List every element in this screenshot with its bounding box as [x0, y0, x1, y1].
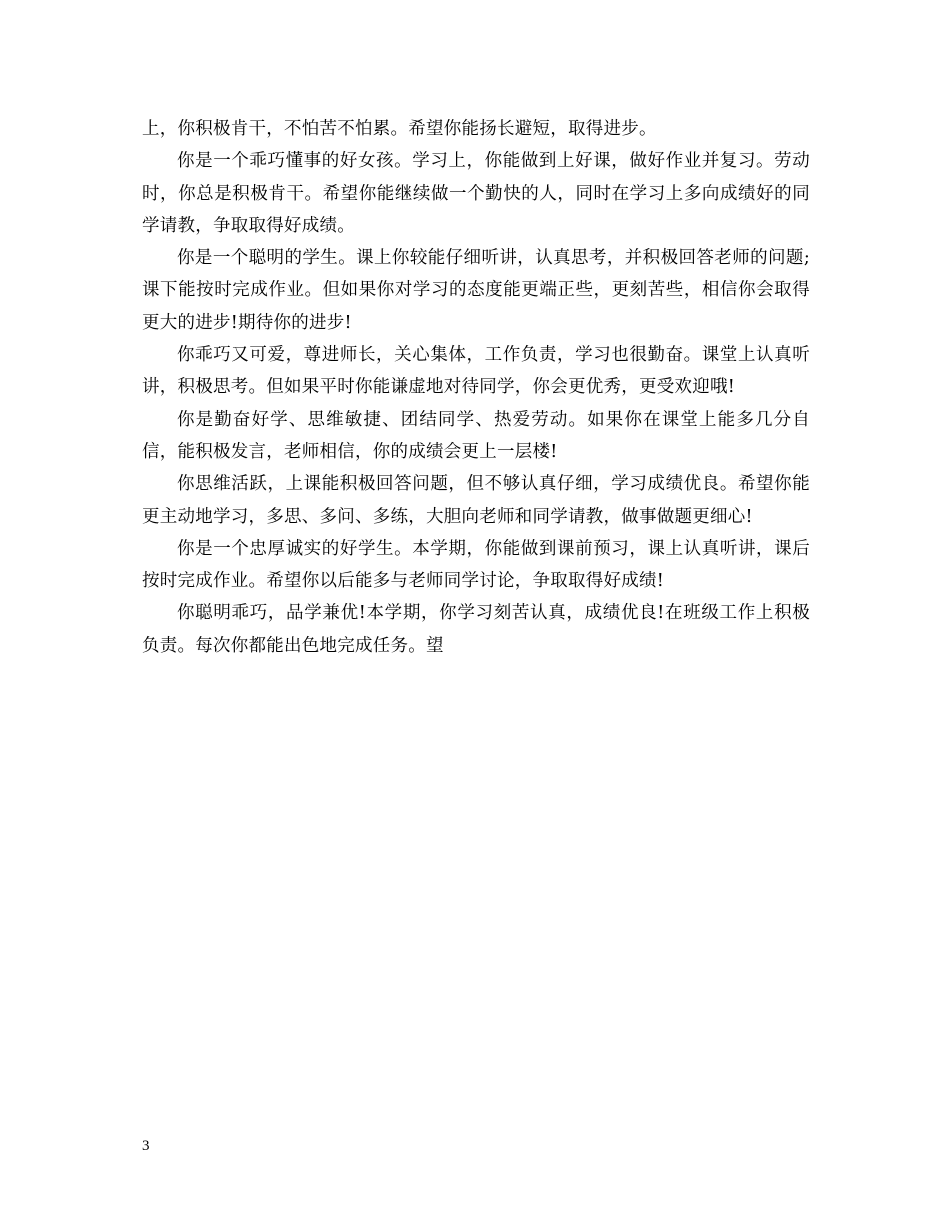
paragraph-6: 你思维活跃，上课能积极回答问题，但不够认真仔细，学习成绩优良。希望你能更主动地学习，多思、多问、多练，大胆向老师和同学请教，做事做题更细心!	[142, 474, 810, 527]
paragraph-7: 你是一个忠厚诚实的好学生。本学期，你能做到课前预习，课上认真听讲，课后按时完成作业。希望你以后能多与老师同学讨论，争取取得好成绩!	[142, 538, 810, 592]
paragraph-4: 你乖巧又可爱，尊进师长，关心集体，工作负责，学习也很勤奋。课堂上认真听讲，积极思考。但如果平时你能谦虚地对待同学，你会更优秀，更受欢迎哦!	[142, 345, 810, 398]
paragraph-2: 你是一个乖巧懂事的好女孩。学习上，你能做到上好课，做好作业并复习。劳动时，你总是积极肯干。希望你能继续做一个勤快的人，同时在学习上多向成绩好的同学请教，争取取得好成绩。	[142, 151, 810, 236]
paragraph-5: 你是勤奋好学、思维敏捷、团结同学、热爱劳动。如果你在课堂上能多几分自信，能积极发言，老师相信，你的成绩会更上一层楼!	[142, 409, 810, 462]
paragraph-8: 你聪明乖巧，品学兼优!本学期，你学习刻苦认真，成绩优良!在班级工作上积极负责。每次你都能出色地完成任务。望	[142, 603, 810, 656]
page-number: 3	[142, 1138, 150, 1154]
paragraph-3: 你是一个聪明的学生。课上你较能仔细听讲，认真思考，并积极回答老师的问题;课下能按时完成作业。但如果你对学习的态度能更端正些，更刻苦些，相信你会取得更大的进步!期待你的进步!	[142, 248, 810, 333]
document-body	[142, 113, 810, 662]
paragraph-1: 上，你积极肯干，不怕苦不怕累。希望你能扬长避短，取得进步。	[142, 119, 657, 139]
